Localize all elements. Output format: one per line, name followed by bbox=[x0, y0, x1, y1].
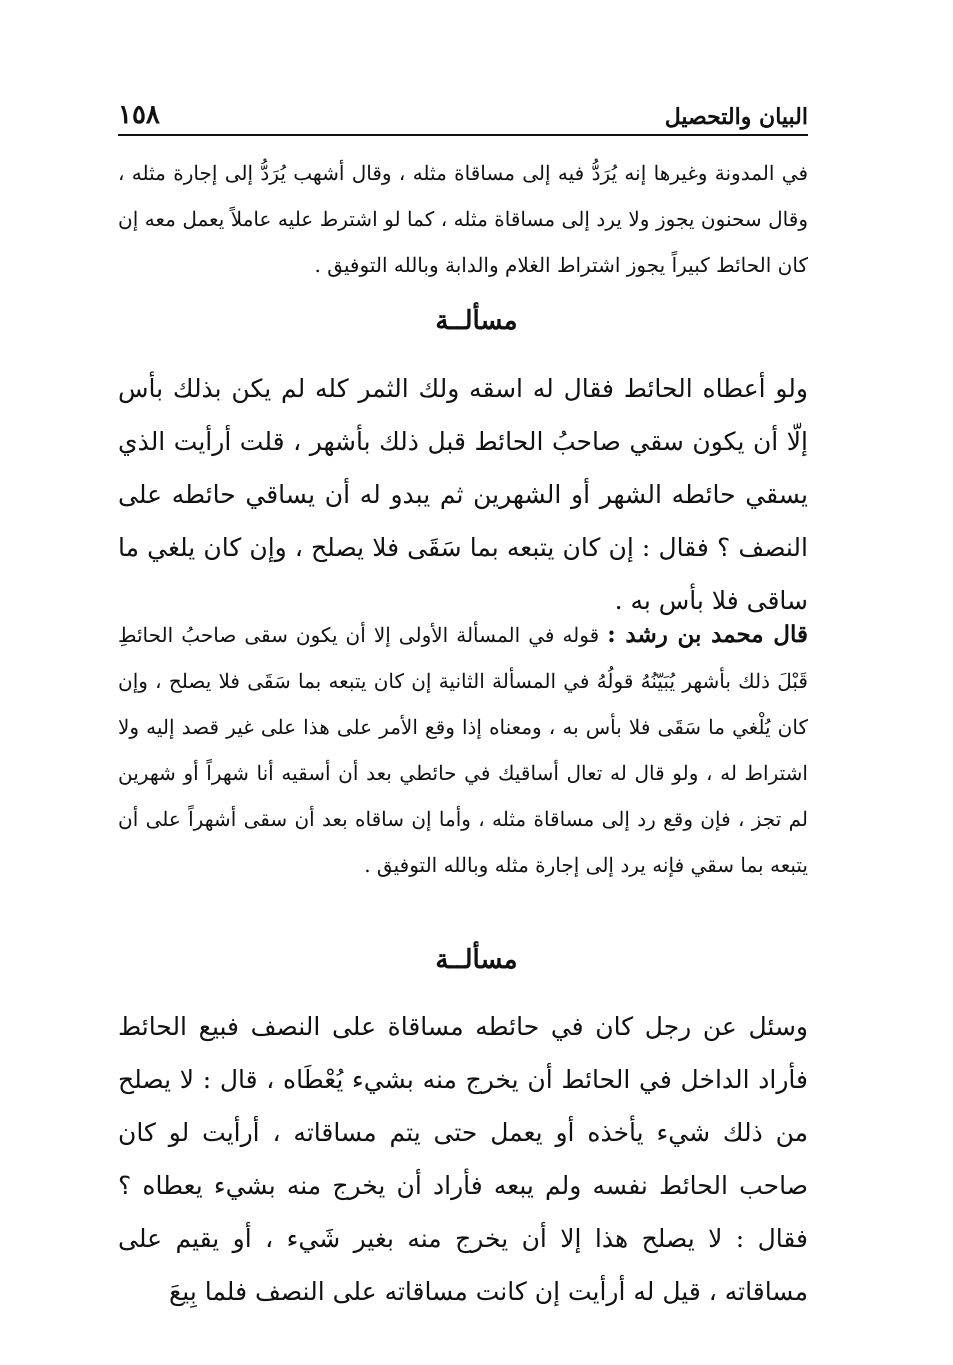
commentary-text: قوله في المسألة الأولى إلا أن يكون سقى صاحبُ الحائطِ قَبْلَ ذلك بأشهر يُبَيّنُهُ قولُهُ في المسألة الثانية إن كان يتبعه بما سَقَى فلا يصلح ، وإن كان يُلْغي ما سَقَى فلا بأس به ، ومعناه إذا وقع الأمر على هذا على غير قصد إليه ولا اشتراط له ، ولو قال له تعال أساقيك في حائطي بعد أن أسقيه أنا شهراً أو شهرين لم تجز ، فإن وقع رد إلى مساقاة مثله ، وأما إن ساقاه بعد أن سقى أشهراً على أن يتبعه بما سقي فإنه يرد إلى إجارة مثله وبالله التوفيق . bbox=[118, 623, 808, 877]
question-paragraph-1: ولو أعطاه الحائط فقال له اسقه ولك الثمر كله لم يكن بذلك بأس إلّا أن يكون سقي صاحبُ الحائط قبل ذلك بأشهر ، قلت أرأيت الذي يسقي حائطه الشهر أو الشهرين ثم يبدو له أن يساقي حائطه على النصف ؟ فقال : إن كان يتبعه بما سَقَى فلا يصلح ، وإن كان يلغي ما ساقى فلا بأس به . bbox=[118, 374, 808, 615]
commentary-paragraph bbox=[118, 612, 808, 888]
running-title: البيان والتحصيل bbox=[664, 104, 808, 130]
commentary-speaker: قال محمد بن رشد : bbox=[607, 621, 808, 648]
page-header bbox=[118, 86, 808, 136]
intro-paragraph: في المدونة وغيرها إنه يُرَدُّ فيه إلى مساقاة مثله ، وقال أشهب يُرَدُّ إلى إجارة مثله ، وقال سحنون يجوز ولا يرد إلى مساقاة مثله ، كما لو اشترط عليه عاملاً يعمل معه إن كان الحائط كبيراً يجوز اشتراط الغلام والدابة وبالله التوفيق . bbox=[118, 161, 808, 277]
section-heading-1: مسألــة bbox=[435, 306, 518, 336]
section-heading-2: مسألــة bbox=[435, 945, 518, 975]
question-paragraph-2: وسئل عن رجل كان في حائطه مساقاة على النصف فبيع الحائط فأراد الداخل في الحائط أن يخرج منه بشيء يُعْطَاه ، قال : لا يصلح من ذلك شيء يأخذه أو يعمل حتى يتم مساقاته ، أرأيت لو كان صاحب الحائط نفسه ولم يبعه فأراد أن يخرج منه بشيء يعطاه ؟ فقال : لا يصلح هذا إلا أن يخرج منه بغير شَيء ، أو يقيم على مساقاته ، قيل له أرأيت إن كانت مساقاته على النصف فلما بِيعَ bbox=[118, 1012, 808, 1306]
page-number: ١٥٨ bbox=[118, 100, 160, 130]
